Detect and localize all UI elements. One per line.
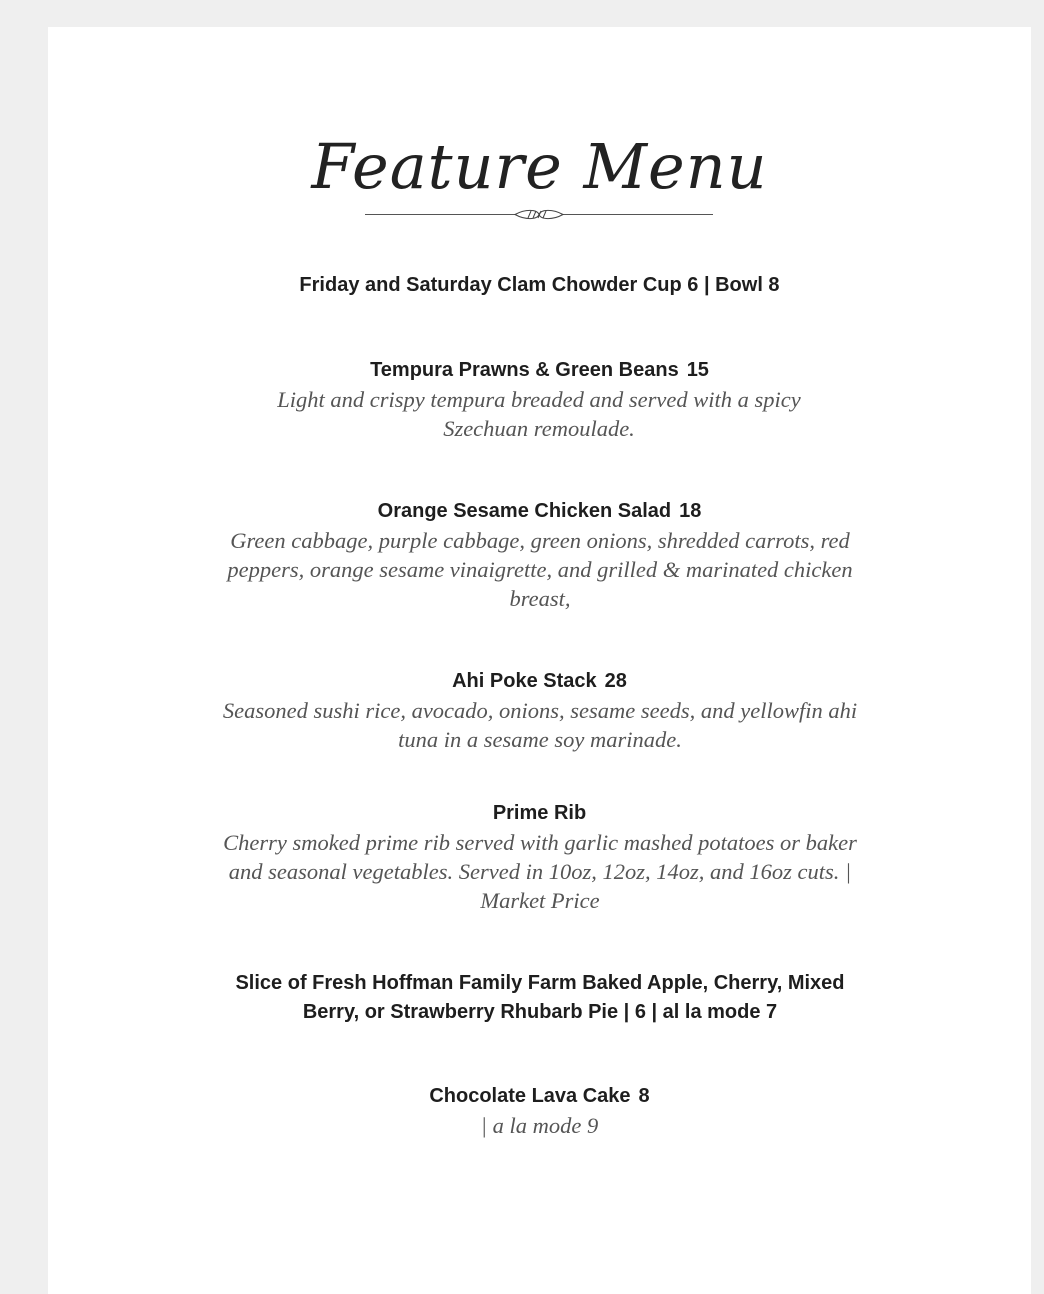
item-name-line (48, 1082, 1031, 1111)
item-name: Prime Rib (492, 802, 587, 824)
item-name: Ahi Poke Stack (452, 670, 597, 692)
chowder-text: Friday and Saturday Clam Chowder Cup 6 | Bowl 8 (299, 274, 780, 296)
item-description: Seasoned sushi rice, avocado, onions, sesame seeds, and yellowfin ahi tuna in a sesame soy marinade. (222, 698, 858, 752)
item-price: 18 (679, 500, 702, 522)
item-name: Slice of Fresh Hoffman Family Farm Baked Apple, Cherry, Mixed Berry, or Strawberry Rhubarb Pie | 6 | al la mode 7 (235, 972, 845, 1023)
menu-item (48, 356, 1031, 443)
item-description: Light and crispy tempura breaded and served with a spicy Szechuan remoulade. (277, 387, 801, 441)
item-price: 28 (604, 670, 627, 692)
menu-page (48, 27, 1031, 1294)
menu-item (48, 667, 1031, 754)
menu-item (48, 799, 1031, 915)
chowder-special (48, 271, 1031, 300)
item-name: Orange Sesame Chicken Salad (377, 500, 672, 522)
item-name-line (48, 356, 1031, 385)
item-name-line (48, 497, 1031, 526)
menu-item (48, 969, 1031, 1027)
item-description: Cherry smoked prime rib served with garlic mashed potatoes or baker and seasonal vegetables. Served in 10oz, 12oz, 14oz, and 16oz cuts. | Market Price (223, 830, 857, 913)
menu-item (48, 1082, 1031, 1140)
item-name: Tempura Prawns & Green Beans (370, 359, 679, 381)
menu-title: Feature Menu (311, 130, 768, 203)
menu-item (48, 497, 1031, 613)
item-description: | a la mode 9 (480, 1113, 599, 1138)
item-price: 15 (686, 359, 709, 381)
ornamental-divider (365, 207, 713, 221)
item-name: Chocolate Lava Cake (429, 1085, 631, 1107)
item-name-line (48, 667, 1031, 696)
item-price: 8 (638, 1085, 650, 1107)
item-description: Green cabbage, purple cabbage, green onions, shredded carrots, red peppers, orange sesame vinaigrette, and grilled & marinated chicken breast, (227, 528, 853, 611)
